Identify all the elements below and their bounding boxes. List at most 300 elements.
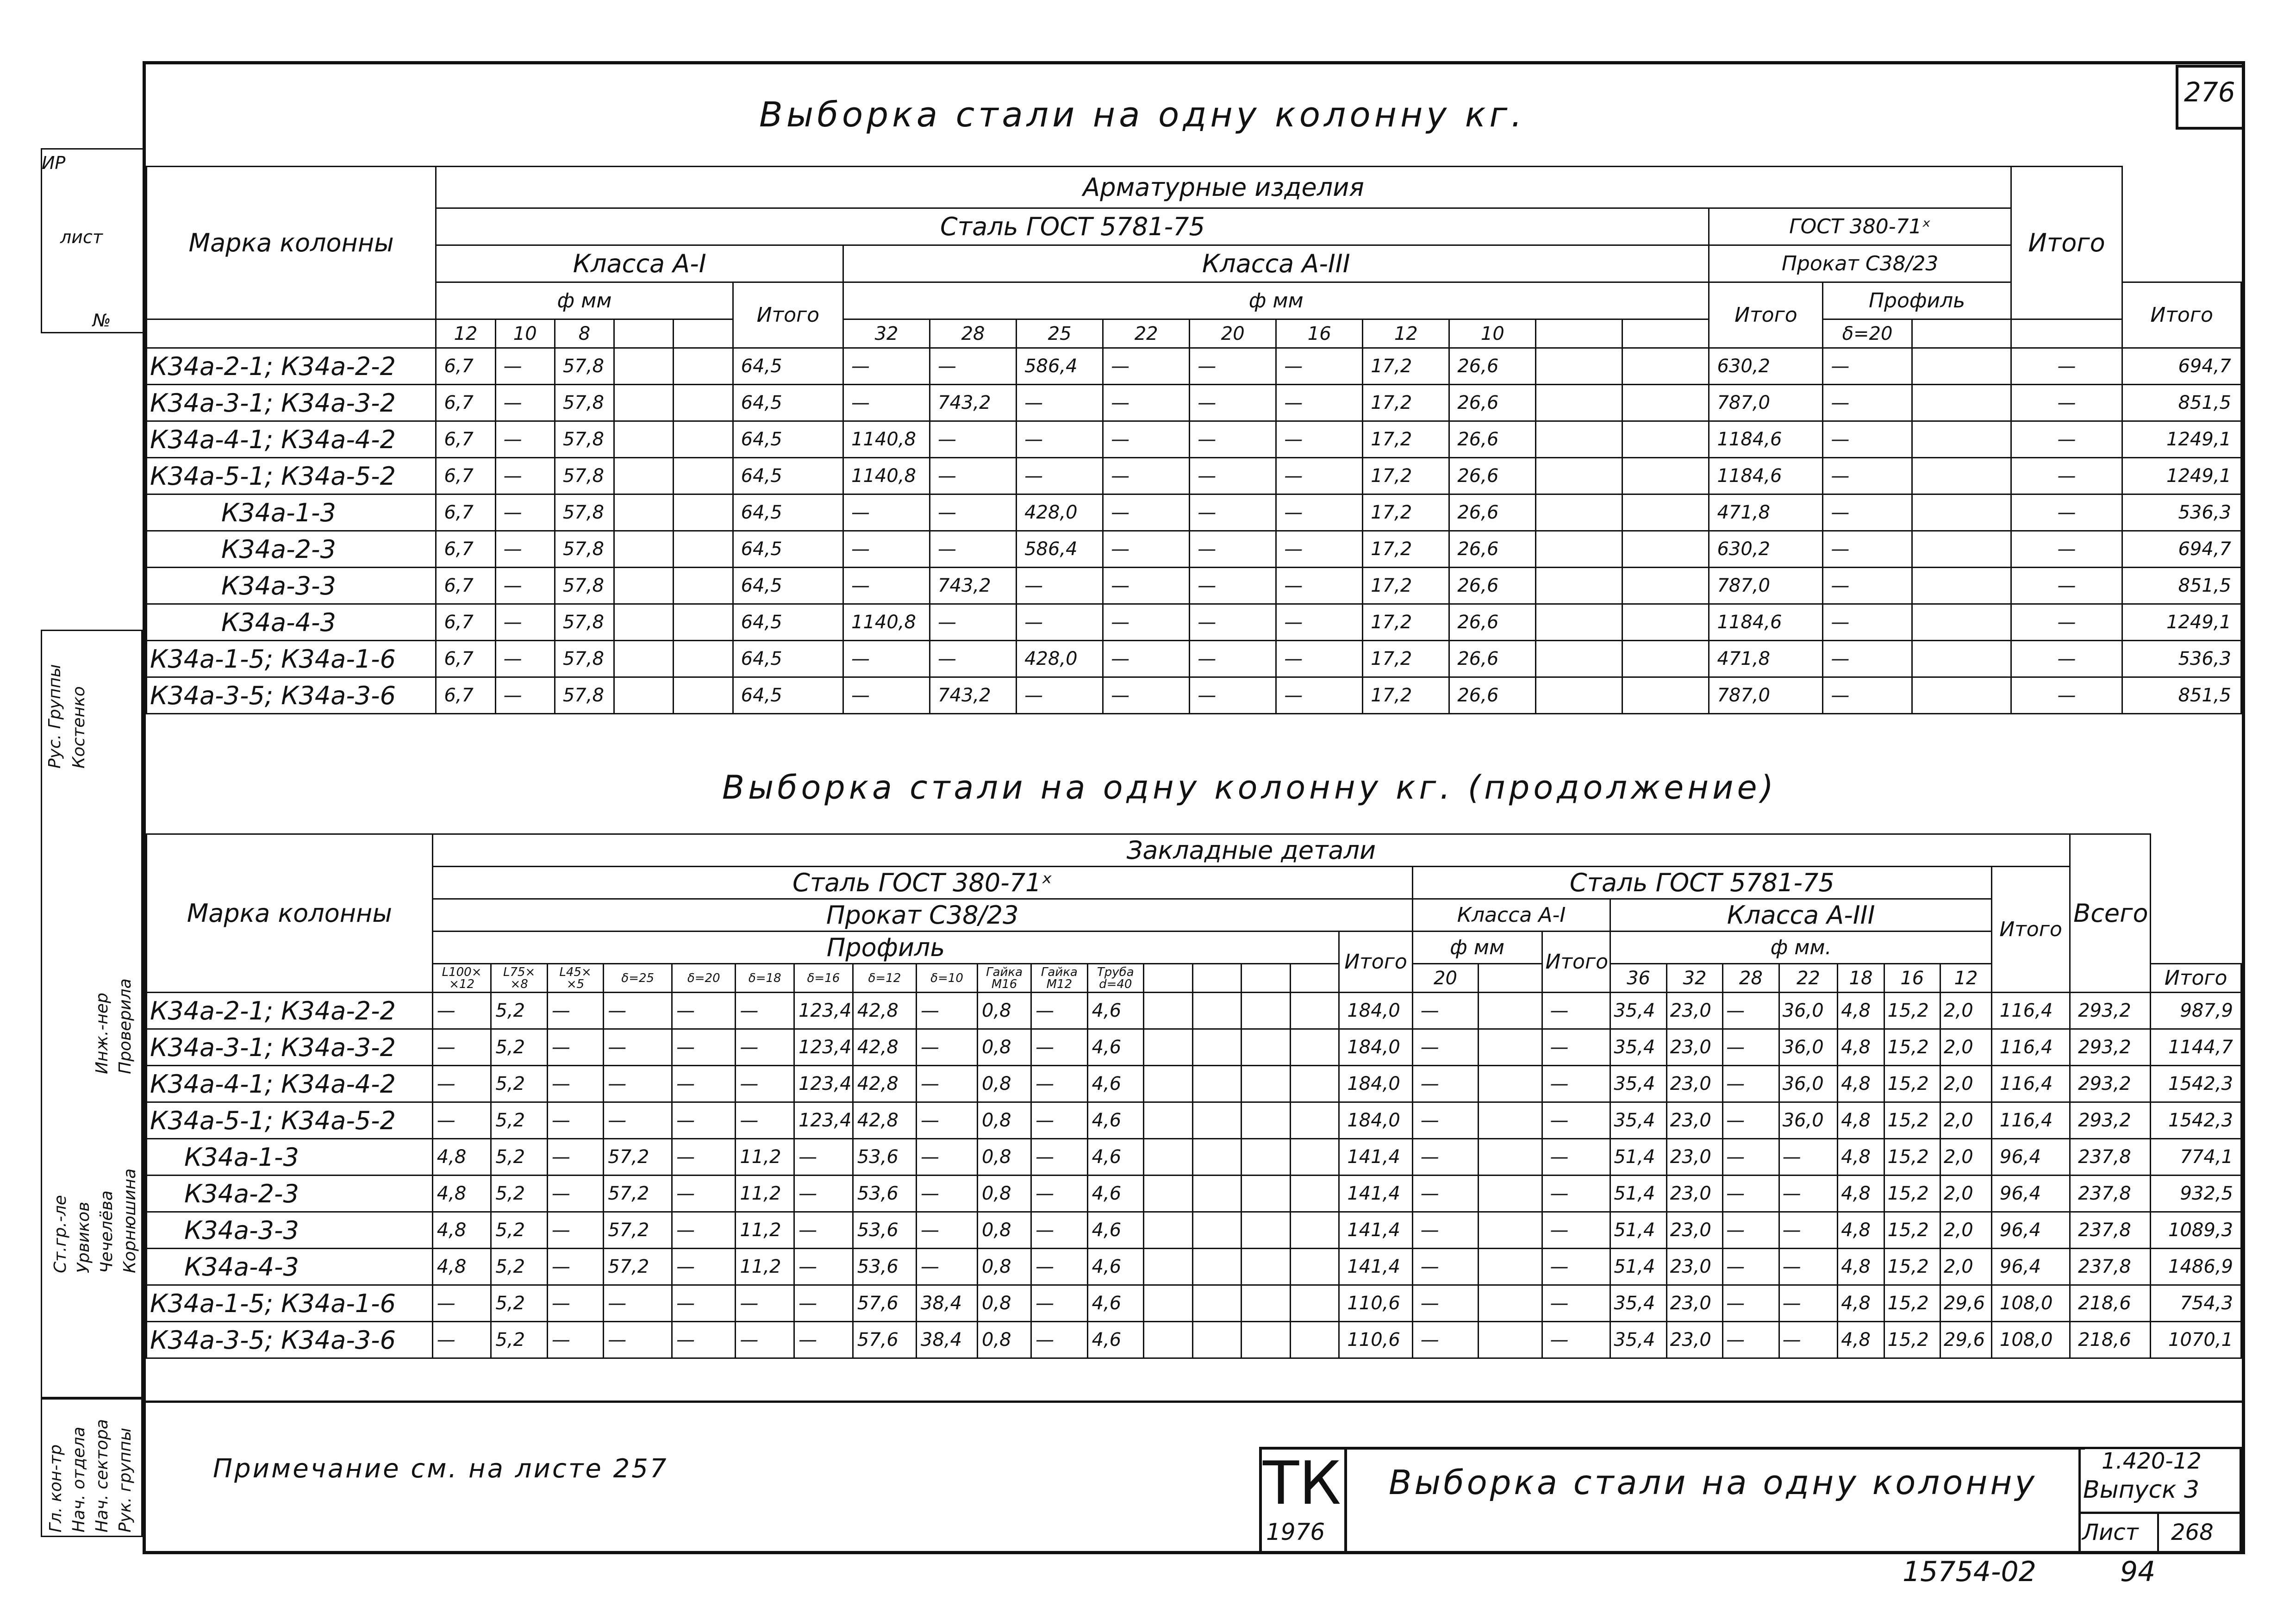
t1-prof-value: — — [1823, 421, 1912, 458]
t2-a3-value: 51,4 — [1610, 1176, 1666, 1212]
t2-a3-sum: 116,4 — [1991, 1066, 2070, 1102]
t1-a1-value — [614, 677, 674, 714]
t1-a3-value: — — [1190, 568, 1276, 604]
t1-head-marka: Марка колонны — [147, 167, 436, 319]
t1-a1-sum: 64,5 — [733, 385, 843, 421]
t1-a1-value: 6,7 — [436, 421, 495, 458]
t2-p-value — [1192, 1139, 1242, 1176]
t2-p-value — [1192, 1066, 1242, 1102]
staff-kornyushina: Корнюшина — [120, 1168, 139, 1273]
t2-p-value: 4,6 — [1087, 1322, 1143, 1358]
t2-head-stal380: Сталь ГОСТ 380-71ˣ — [432, 867, 1412, 899]
t2-row-name: К34а-2-3 — [147, 1176, 433, 1212]
t2-prof-col — [1144, 964, 1193, 993]
t1-a3-sum: 630,2 — [1709, 348, 1823, 385]
t2-p-value: 42,8 — [853, 1066, 916, 1102]
t1-a1-value: — — [495, 458, 555, 494]
t2-a3-value: — — [1723, 1066, 1779, 1102]
t1-row-name: К34а-1-5; К34а-1-6 — [147, 641, 436, 677]
t1-a3-value: — — [1190, 421, 1276, 458]
t2-p-value: — — [1031, 993, 1087, 1029]
t2-p-value: — — [794, 1139, 853, 1176]
t1-a3-value: — — [930, 348, 1017, 385]
t2-p-sum: 110,6 — [1339, 1285, 1412, 1322]
t1-a3-value: — — [1276, 385, 1363, 421]
t2-p-value: 42,8 — [853, 1102, 916, 1139]
t2-p-value — [1192, 1029, 1242, 1066]
t2-p-value: 53,6 — [853, 1176, 916, 1212]
t1-a3-diam: 10 — [1449, 319, 1536, 348]
t2-p-value: 123,4 — [794, 1102, 853, 1139]
t1-a3-value — [1536, 677, 1622, 714]
t2-p-value: — — [547, 1029, 603, 1066]
t1-a3-value: 26,6 — [1449, 531, 1536, 568]
t1-row — [147, 494, 2241, 531]
t2-p-value: — — [794, 1176, 853, 1212]
t1-a1-sum: 64,5 — [733, 531, 843, 568]
t2-row — [147, 1029, 2241, 1066]
t2-p-value: 123,4 — [794, 993, 853, 1029]
t2-row-name: К34а-3-5; К34а-3-6 — [147, 1322, 433, 1358]
t2-a3-value: 2,0 — [1940, 993, 1992, 1029]
t1-a1-value — [614, 458, 674, 494]
t2-a1-sum: — — [1542, 1249, 1610, 1285]
t2-p-value: 5,2 — [491, 1285, 547, 1322]
t2-p-value — [1242, 1212, 1291, 1249]
t1-prof-empty — [1912, 458, 2011, 494]
t1-prof-empty — [1912, 494, 2011, 531]
t2-p-value: 0,8 — [978, 1212, 1031, 1249]
t2-a3-value: 15,2 — [1884, 1102, 1940, 1139]
t2-row-name: К34а-2-1; К34а-2-2 — [147, 993, 433, 1029]
t1-a3-value: — — [843, 385, 930, 421]
t2-prof-col: Труба d=40 — [1087, 964, 1143, 993]
t2-p-value: — — [547, 1212, 603, 1249]
t1-a1-value: — — [495, 531, 555, 568]
t2-p-value: 4,6 — [1087, 1029, 1143, 1066]
t1-row-total: 536,3 — [2122, 641, 2241, 677]
t2-p-value — [1242, 993, 1291, 1029]
t2-p-value — [1144, 1029, 1193, 1066]
t1-prof-empty — [1912, 568, 2011, 604]
t2-prof-col: L75× ×8 — [491, 964, 547, 993]
t2-itogo: 293,2 — [2070, 1102, 2151, 1139]
t1-a1-sum: 64,5 — [733, 458, 843, 494]
footer-divider — [146, 1401, 2242, 1403]
t1-a3-value: 26,6 — [1449, 568, 1536, 604]
t1-a1-diam: 10 — [495, 319, 555, 348]
t1-a3-value: — — [1103, 641, 1190, 677]
t2-a3-value: 15,2 — [1884, 1029, 1940, 1066]
t1-prof-empty — [1912, 531, 2011, 568]
t2-p-value: 4,6 — [1087, 993, 1143, 1029]
t2-p-value: 53,6 — [853, 1139, 916, 1176]
t1-a1-diam — [614, 319, 674, 348]
t1-a3-value: — — [1190, 531, 1276, 568]
t2-p-value: — — [1031, 1139, 1087, 1176]
t1-a3-value — [1536, 385, 1622, 421]
t2-head-fi-a1: ф мм — [1412, 932, 1542, 964]
t1-a3-value: 26,6 — [1449, 494, 1536, 531]
t1-a3-value: — — [1276, 494, 1363, 531]
t2-row — [147, 1176, 2241, 1212]
t2-p-value: 0,8 — [978, 1176, 1031, 1212]
t2-p-value — [1192, 1102, 1242, 1139]
t1-a3-value: 26,6 — [1449, 458, 1536, 494]
t2-a3-value: 29,6 — [1940, 1322, 1992, 1358]
t1-a1-value: 6,7 — [436, 568, 495, 604]
t2-a3-value: 4,8 — [1838, 1102, 1884, 1139]
t2-p-value: — — [672, 1102, 736, 1139]
t1-prof-value: — — [1823, 568, 1912, 604]
t2-a3-sum: 96,4 — [1991, 1139, 2070, 1176]
t1-a1-value — [674, 531, 733, 568]
t2-head-itogo-blank: Итого — [1991, 867, 2070, 993]
t2-prof-col: δ=18 — [736, 964, 794, 993]
t2-p-value: — — [547, 1139, 603, 1176]
t2-a3-value: 36,0 — [1779, 993, 1838, 1029]
t1-a1-value — [674, 348, 733, 385]
t2-row — [147, 1285, 2241, 1322]
t1-a3-value: — — [843, 568, 930, 604]
t2-p-sum: 110,6 — [1339, 1322, 1412, 1358]
t2-p-value — [1192, 1176, 1242, 1212]
t1-a3-value: 428,0 — [1017, 641, 1103, 677]
t1-a3-value: 17,2 — [1363, 348, 1449, 385]
t2-p-value: — — [604, 993, 672, 1029]
t2-p-value: — — [917, 1139, 978, 1176]
t2-prof-col: L100× ×12 — [432, 964, 491, 993]
t1-a3-value: — — [1190, 494, 1276, 531]
t2-p-value: 57,6 — [853, 1285, 916, 1322]
t2-p-value — [1242, 1322, 1291, 1358]
t1-a3-value — [1536, 604, 1622, 641]
role-nach-otdela: Нач. отдела — [69, 1426, 88, 1532]
t1-prof-value: — — [1823, 458, 1912, 494]
left-label-ir: ИР — [42, 153, 66, 173]
t2-p-value: — — [672, 1212, 736, 1249]
t2-p-value: 123,4 — [794, 1029, 853, 1066]
t2-p-value: — — [547, 1285, 603, 1322]
left-label-list: лист — [60, 227, 103, 247]
t1-a3-value: — — [1276, 531, 1363, 568]
t2-p-sum: 184,0 — [1339, 1066, 1412, 1102]
t2-a3-value: 36,0 — [1779, 1066, 1838, 1102]
t2-head-itogo-a1: Итого — [1542, 932, 1610, 993]
t1-a1-value — [674, 421, 733, 458]
t1-a3-sum: 787,0 — [1709, 568, 1823, 604]
t2-p-value: — — [432, 1029, 491, 1066]
t2-a3-col: 18 — [1838, 964, 1884, 993]
t2-p-value: — — [736, 1322, 794, 1358]
t2-p-value — [1242, 1285, 1291, 1322]
t1-a3-value — [1536, 641, 1622, 677]
t1-row-name: К34а-3-5; К34а-3-6 — [147, 677, 436, 714]
t1-a1-sum: 64,5 — [733, 641, 843, 677]
t2-p-value — [1144, 1066, 1193, 1102]
left-label-no: № — [93, 310, 111, 331]
t1-prof-value: — — [1823, 641, 1912, 677]
t2-a3-value: 51,4 — [1610, 1139, 1666, 1176]
t1-a3-value: 17,2 — [1363, 568, 1449, 604]
t2-a3-value: 15,2 — [1884, 1139, 1940, 1176]
t1-a3-value: — — [1103, 385, 1190, 421]
t1-a3-value: 743,2 — [930, 568, 1017, 604]
t2-a3-value: 51,4 — [1610, 1212, 1666, 1249]
t1-a3-value: — — [1190, 348, 1276, 385]
t1-a3-value — [1536, 421, 1622, 458]
t1-a3-value: 26,6 — [1449, 348, 1536, 385]
t2-row-name: К34а-1-3 — [147, 1139, 433, 1176]
t1-row-name: К34а-3-1; К34а-3-2 — [147, 385, 436, 421]
t1-row — [147, 458, 2241, 494]
t2-a3-sum: 116,4 — [1991, 993, 2070, 1029]
t1-a1-value — [614, 604, 674, 641]
t1-a3-value: — — [1276, 641, 1363, 677]
t1-prof-sum: — — [2011, 677, 2122, 714]
t2-p-value: — — [547, 1102, 603, 1139]
t2-row — [147, 1066, 2241, 1102]
t1-a3-value: — — [1017, 458, 1103, 494]
t1-prof-sum: — — [2011, 568, 2122, 604]
t1-a3-value: — — [1276, 458, 1363, 494]
t2-p-value: 57,2 — [604, 1212, 672, 1249]
t2-p-value: 0,8 — [978, 993, 1031, 1029]
t2-p-value — [1144, 1285, 1193, 1322]
t1-a3-value: — — [1103, 494, 1190, 531]
t2-p-value: — — [736, 1285, 794, 1322]
t1-a3-value: — — [843, 641, 930, 677]
t2-vsego: 1070,1 — [2151, 1322, 2241, 1358]
t1-a3-value: — — [1103, 677, 1190, 714]
t1-a1-value: 6,7 — [436, 677, 495, 714]
t2-itogo: 293,2 — [2070, 993, 2151, 1029]
t2-a3-col: 12 — [1940, 964, 1992, 993]
t2-a1-value: — — [1412, 1212, 1479, 1249]
t1-row-total: 694,7 — [2122, 531, 2241, 568]
t2-vsego: 1542,3 — [2151, 1066, 2241, 1102]
t2-a3-col: 16 — [1884, 964, 1940, 993]
t1-a3-value: — — [1017, 385, 1103, 421]
t2-a3-value: 35,4 — [1610, 1285, 1666, 1322]
t1-prof-empty — [1912, 641, 2011, 677]
t2-p-value: 0,8 — [978, 1029, 1031, 1066]
t1-row-name: К34а-3-3 — [147, 568, 436, 604]
t1-row — [147, 641, 2241, 677]
t1-a1-value: 57,8 — [555, 568, 614, 604]
t2-a3-value: — — [1779, 1212, 1838, 1249]
t1-a3-value: — — [1017, 421, 1103, 458]
staff-chechelyova: Чечелёва — [97, 1190, 116, 1273]
t2-vsego: 1542,3 — [2151, 1102, 2241, 1139]
t1-a3-value: 17,2 — [1363, 531, 1449, 568]
t2-p-value: 4,8 — [432, 1139, 491, 1176]
t1-a3-value: 586,4 — [1017, 531, 1103, 568]
t1-a3-diam: 12 — [1363, 319, 1449, 348]
t2-p-value — [1290, 1176, 1339, 1212]
t1-row-total: 1249,1 — [2122, 604, 2241, 641]
t2-p-sum: 141,4 — [1339, 1139, 1412, 1176]
t2-p-value: — — [794, 1285, 853, 1322]
t2-p-value: — — [1031, 1322, 1087, 1358]
t2-a3-sum: 116,4 — [1991, 1102, 2070, 1139]
t2-vsego: 774,1 — [2151, 1139, 2241, 1176]
t2-p-value — [1290, 1249, 1339, 1285]
t2-head-itogo-p: Итого — [1339, 932, 1412, 993]
t2-p-value: — — [917, 1029, 978, 1066]
t1-a3-value: — — [843, 348, 930, 385]
t2-a1-value — [1479, 1029, 1542, 1066]
t2-p-value: — — [432, 1102, 491, 1139]
page-number: 94 — [2120, 1556, 2156, 1588]
t2-a1-sum: — — [1542, 1212, 1610, 1249]
t2-a3-value: — — [1723, 1139, 1779, 1176]
t2-a1-col — [1479, 964, 1542, 993]
t2-p-value: — — [1031, 1029, 1087, 1066]
t1-a3-value: — — [930, 531, 1017, 568]
t2-p-value — [1192, 993, 1242, 1029]
t2-row-name: К34а-4-3 — [147, 1249, 433, 1285]
t2-a1-value — [1479, 1322, 1542, 1358]
t2-p-sum: 184,0 — [1339, 1029, 1412, 1066]
t1-row-name: К34а-2-1; К34а-2-2 — [147, 348, 436, 385]
t2-p-value: 123,4 — [794, 1066, 853, 1102]
t2-p-value: 5,2 — [491, 1066, 547, 1102]
t2-itogo: 237,8 — [2070, 1176, 2151, 1212]
t1-a1-value: 57,8 — [555, 385, 614, 421]
t1-prof-value: — — [1823, 604, 1912, 641]
role-gl-kontr: Гл. кон-тр — [46, 1444, 65, 1532]
t2-p-value — [1144, 1102, 1193, 1139]
t2-itogo: 237,8 — [2070, 1212, 2151, 1249]
t2-a1-value — [1479, 1139, 1542, 1176]
t2-a3-value: — — [1779, 1322, 1838, 1358]
t2-prof-col: Гайка М16 — [978, 964, 1031, 993]
t2-a1-value: — — [1412, 993, 1479, 1029]
t2-p-value: 11,2 — [736, 1139, 794, 1176]
t1-a3-value — [1536, 348, 1622, 385]
t1-a3-diam — [1622, 319, 1709, 348]
t2-a3-value: 29,6 — [1940, 1285, 1992, 1322]
t1-a3-value: 1140,8 — [843, 458, 930, 494]
t2-a3-value: 35,4 — [1610, 1029, 1666, 1066]
t2-p-value — [1290, 1102, 1339, 1139]
sig-rus-gruppy: Рус. Группы — [45, 664, 64, 769]
t2-a1-sum: — — [1542, 1102, 1610, 1139]
t1-head-armatura: Арматурные изделия — [436, 167, 2011, 208]
t1-row — [147, 677, 2241, 714]
t1-a1-value — [614, 348, 674, 385]
issue-number: Выпуск 3 — [2083, 1476, 2200, 1504]
t2-p-value — [1192, 1212, 1242, 1249]
t2-p-sum: 141,4 — [1339, 1176, 1412, 1212]
t2-head-itogo-a3: Итого — [2151, 964, 2241, 993]
t1-a3-value: 26,6 — [1449, 421, 1536, 458]
t1-a1-value: 57,8 — [555, 677, 614, 714]
t2-a1-sum: — — [1542, 1139, 1610, 1176]
t1-row-total: 851,5 — [2122, 677, 2241, 714]
t2-itogo: 218,6 — [2070, 1285, 2151, 1322]
t2-itogo: 293,2 — [2070, 1066, 2151, 1102]
t2-a3-value: 4,8 — [1838, 1066, 1884, 1102]
t2-p-value: — — [432, 1066, 491, 1102]
t2-a1-sum: — — [1542, 1285, 1610, 1322]
t2-a3-col: 22 — [1779, 964, 1838, 993]
t2-row-name: К34а-3-1; К34а-3-2 — [147, 1029, 433, 1066]
t2-a3-value: 4,8 — [1838, 1176, 1884, 1212]
t1-a1-value — [614, 494, 674, 531]
t1-a1-value: — — [495, 494, 555, 531]
sig-proverila: Проверила — [116, 978, 135, 1074]
t2-p-value: — — [672, 1322, 736, 1358]
t2-prof-col — [1192, 964, 1242, 993]
inventory-number: 15754-02 — [1903, 1556, 2036, 1588]
t2-p-value: — — [1031, 1212, 1087, 1249]
t2-a3-value: 2,0 — [1940, 1029, 1992, 1066]
t2-p-value: — — [736, 1066, 794, 1102]
t1-row — [147, 604, 2241, 641]
role-ruk-gruppy: Рук. группы — [116, 1427, 135, 1532]
t2-p-value: — — [1031, 1285, 1087, 1322]
t2-p-value: 11,2 — [736, 1212, 794, 1249]
t1-head-gost380: ГОСТ 380-71ˣ — [1709, 208, 2011, 245]
t2-p-value: 0,8 — [978, 1285, 1031, 1322]
t2-a3-value: 35,4 — [1610, 1102, 1666, 1139]
t1-a1-value: — — [495, 641, 555, 677]
t1-a3-sum: 1184,6 — [1709, 604, 1823, 641]
t2-itogo: 218,6 — [2070, 1322, 2151, 1358]
t2-a3-value: 23,0 — [1666, 1029, 1722, 1066]
t2-p-value: — — [604, 1029, 672, 1066]
t2-p-value: — — [432, 1322, 491, 1358]
t2-a3-value: — — [1779, 1285, 1838, 1322]
t1-a3-value — [1622, 531, 1709, 568]
t2-p-value: 5,2 — [491, 1322, 547, 1358]
t2-a3-sum: 96,4 — [1991, 1249, 2070, 1285]
t1-a3-value — [1536, 568, 1622, 604]
t1-a1-value: — — [495, 348, 555, 385]
t2-a3-sum: 116,4 — [1991, 1029, 2070, 1066]
t1-a3-sum: 1184,6 — [1709, 421, 1823, 458]
t1-a3-value: — — [1276, 421, 1363, 458]
t1-head-itogo-total: Итого — [2011, 167, 2122, 319]
sig-kostenko: Костенко — [69, 686, 88, 769]
t1-a3-value: — — [1017, 677, 1103, 714]
t1-a3-value: — — [843, 531, 930, 568]
t2-p-value — [1290, 993, 1339, 1029]
t2-a1-value — [1479, 1066, 1542, 1102]
t1-row-total: 1249,1 — [2122, 458, 2241, 494]
t1-a1-value — [614, 641, 674, 677]
t2-p-value: — — [547, 1176, 603, 1212]
t2-p-value: 57,6 — [853, 1322, 916, 1358]
t2-a3-value: 4,8 — [1838, 1139, 1884, 1176]
t1-row-name: К34а-1-3 — [147, 494, 436, 531]
t2-row-name: К34а-3-3 — [147, 1212, 433, 1249]
t2-p-value: — — [432, 1285, 491, 1322]
t1-a1-value — [614, 385, 674, 421]
t2-row-name: К34а-5-1; К34а-5-2 — [147, 1102, 433, 1139]
t2-a3-value: 36,0 — [1779, 1102, 1838, 1139]
t2-a3-sum: 108,0 — [1991, 1322, 2070, 1358]
t1-a1-value: 57,8 — [555, 421, 614, 458]
t1-row-name: К34а-4-3 — [147, 604, 436, 641]
t2-a1-value: — — [1412, 1176, 1479, 1212]
t1-a1-value: 57,8 — [555, 641, 614, 677]
t1-prof-empty — [1912, 348, 2011, 385]
t2-a3-value: 23,0 — [1666, 1139, 1722, 1176]
role-nach-sektora: Нач. сектора — [93, 1419, 112, 1532]
